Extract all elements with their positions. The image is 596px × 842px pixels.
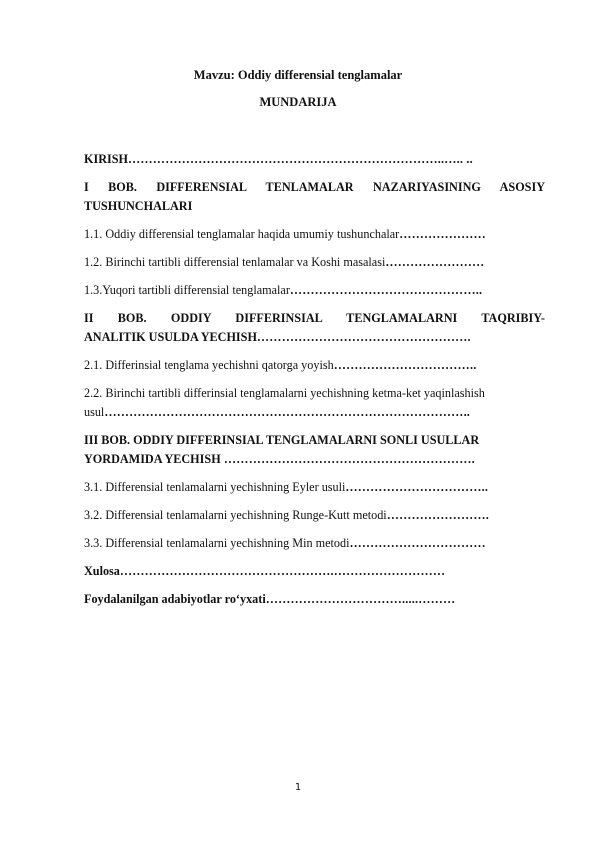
- page-number: 1: [294, 782, 302, 793]
- toc-label: 1.2. Birinchi tartibli differensial tenlamalar va Koshi masalasi: [84, 255, 386, 269]
- toc-chapter-2-line-2: [84, 328, 545, 347]
- toc-leader-dots: …………………………………………………….: [220, 452, 475, 466]
- contents-title: MUNDARIJA: [259, 95, 337, 109]
- toc-leader-dots: ……………………………: [349, 536, 486, 550]
- toc-label: 2.1. Differinsial tenglama yechishni qatorga yoyish: [84, 358, 334, 372]
- toc-entry-references: [84, 590, 545, 609]
- toc-entry-1-3: [84, 281, 545, 300]
- toc-leader-dots: …………………….: [386, 508, 490, 522]
- toc-leader-dots: ……………………………..: [345, 480, 489, 494]
- toc-leader-dots: ……………………: [385, 255, 485, 269]
- toc-label: Xulosa: [84, 564, 120, 578]
- toc-label: KIRISH: [84, 152, 129, 166]
- toc-chapter-3-line-2: [84, 450, 545, 469]
- toc-label: 3.3. Differensial tenlamalarni yechishning Min metodi: [84, 536, 350, 550]
- toc-leader-dots: …………………………………………………………………..….. ..: [128, 152, 473, 166]
- toc-label: usul: [84, 405, 105, 419]
- toc-entry-1-2: [84, 253, 545, 272]
- toc-label: 3.1. Differensial tenlamalarni yechishning Eyler usuli: [84, 480, 346, 494]
- toc-chapter-2-line-1: II BOB. ODDIY DIFFERINSIAL TENGLAMALARNI TAQRIBIY-: [84, 311, 545, 325]
- toc-entry-1-1: [84, 225, 545, 244]
- toc-chapter-1-line-1: I BOB. DIFFERENSIAL TENLAMALAR NAZARIYASINING ASOSIY: [84, 180, 545, 194]
- toc-label: 1.1. Oddiy differensial tenglamalar haqida umumiy tushunchalar: [84, 227, 400, 241]
- toc-leader-dots: …………………………………………….: [256, 330, 471, 344]
- toc-chapter-3-line-1: III BOB. ODDIY DIFFERINSIAL TENGLAMALARNI SONLI USULLAR: [84, 433, 480, 447]
- toc-label: YORDAMIDA YECHISH: [84, 452, 221, 466]
- toc-entry-3-3: [84, 534, 545, 553]
- toc-leader-dots: …………………………….....………: [265, 592, 456, 606]
- toc-label: 3.2. Differensial tenlamalarni yechishning Runge-Kutt metodi: [84, 508, 387, 522]
- toc-chapter-1-line-2: TUSHUNCHALARI: [84, 199, 193, 213]
- toc-entry-3-1: [84, 478, 545, 497]
- toc-label: ANALITIK USULDA YECHISH: [84, 330, 257, 344]
- toc-label: Foydalanilgan adabiyotlar ro‘yxati: [84, 592, 266, 606]
- document-topic: Mavzu: Oddiy differensial tenglamalar: [193, 68, 403, 82]
- toc-entry-2-2-line-1: 2.2. Birinchi tartibli differinsial tenglamalarni yechishning ketma-ket yaqinlashish: [84, 386, 485, 400]
- toc-leader-dots: ……………………………..: [333, 358, 477, 372]
- toc-entry-xulosa: [84, 562, 545, 581]
- toc-leader-dots: …………………: [399, 227, 486, 241]
- toc-leader-dots: …………………………………………….………………………: [119, 564, 446, 578]
- toc-entry-3-2: [84, 506, 545, 525]
- toc-entry-2-2-line-2: [84, 403, 545, 422]
- toc-leader-dots: ………………………………………..: [289, 283, 483, 297]
- toc-label: 1.3.Yuqori tartibli differensial tenglamalar: [84, 283, 290, 297]
- toc-entry-kirish: [84, 150, 545, 169]
- toc-leader-dots: ……………………………………………………………………………..: [104, 405, 471, 419]
- toc-entry-2-1: [84, 356, 545, 375]
